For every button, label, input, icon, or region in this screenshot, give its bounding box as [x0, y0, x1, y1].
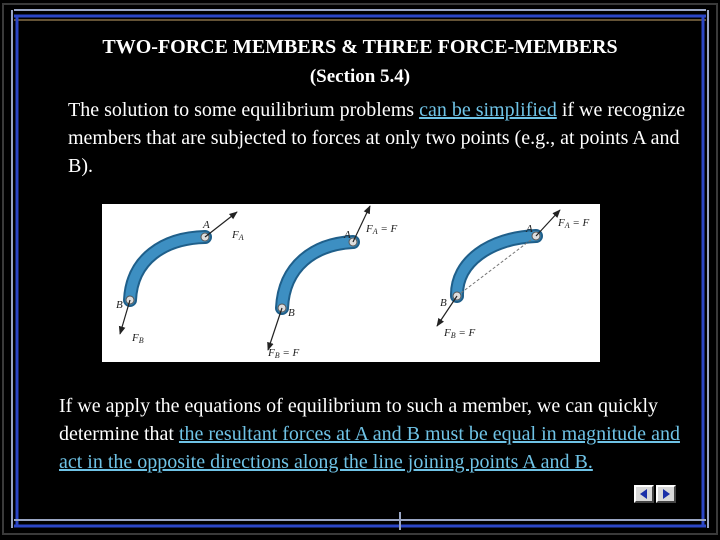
force-label-b: FB = F — [268, 347, 300, 360]
force-label-b: FB = F — [444, 327, 476, 340]
label-a: A — [526, 223, 533, 235]
intro-text-start: The solution to some equilibrium problems — [68, 99, 420, 121]
figure-panel-2 — [267, 206, 398, 360]
figure-panel-1 — [116, 212, 244, 345]
conclusion-text: If we apply the equations of equilibrium to such a member, we can quickly determine that — [59, 395, 659, 445]
force-label-b: FB — [132, 332, 144, 345]
intro-paragraph — [68, 96, 688, 180]
label-b: B — [440, 297, 447, 309]
label-a: A — [344, 229, 351, 241]
force-label-a: FA — [232, 229, 244, 242]
triangle-left-icon — [638, 488, 650, 500]
slide-title: TWO-FORCE MEMBERS & THREE FORCE-MEMBERS — [102, 36, 618, 58]
next-slide-button[interactable] — [656, 485, 676, 503]
force-label-a: FA = F — [366, 223, 398, 236]
force-label-a: FA = F — [558, 217, 590, 230]
label-a: A — [203, 219, 210, 231]
triangle-right-icon — [660, 488, 672, 500]
simplified-link[interactable]: can be simplified — [419, 99, 557, 121]
force-arrow-a — [536, 210, 560, 236]
force-arrow-b — [268, 308, 282, 350]
resultant-forces-link[interactable]: the resultant forces at A and B must be equal in magnitude and act in the opposite directions along the line joining points A and B. — [59, 423, 680, 473]
conclusion-paragraph — [59, 392, 689, 476]
intro-text-end: if we recognize members that are subjected to forces at only two points (e.g., at points A and B). — [68, 99, 686, 177]
previous-slide-button[interactable] — [634, 485, 654, 503]
label-b: B — [116, 299, 123, 311]
two-force-member-figure — [102, 204, 600, 362]
slide-navigation — [634, 485, 676, 503]
section-reference: (Section 5.4) — [309, 66, 411, 87]
label-b: B — [288, 307, 295, 319]
figure-panel-3 — [437, 210, 590, 340]
